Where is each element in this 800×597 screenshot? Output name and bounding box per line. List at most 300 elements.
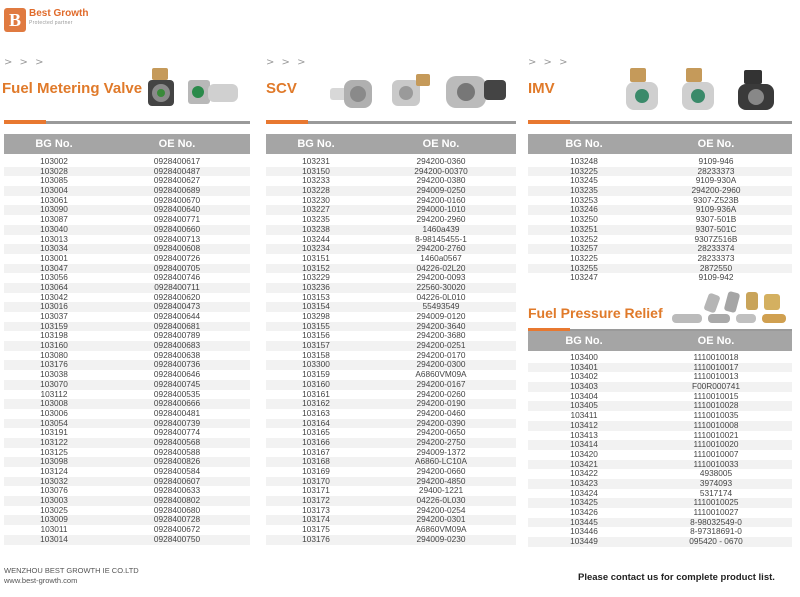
oe-number-cell: 1460a0567 [420,252,462,263]
oe-number-cell: 0928400588 [153,446,201,457]
oe-number-cell: 1110010007 [693,448,739,459]
bg-number-cell: 103038 [40,369,68,380]
oe-number-cell: 9307-Z523B [693,194,739,205]
oe-number-cell: 294200-0093 [416,272,466,283]
oe-number-cell: 8-97318691-0 [690,526,742,537]
oe-number-cell: 28233373 [697,252,735,263]
bg-number-cell: 103235 [570,185,598,196]
bg-number-cell: 103061 [40,194,68,205]
scv-title: SCV [266,80,297,97]
oe-number-cell: 8-98145455-1 [415,233,467,244]
oe-number-cell: 1110010017 [693,361,739,372]
oe-number-cell: 0928400750 [153,533,201,544]
bg-number-cell: 103163 [302,407,330,418]
bg-number-cell: 103230 [302,194,330,205]
bg-number-cell: 103014 [40,533,68,544]
scv-table-header [266,134,516,154]
bg-number-cell: 103124 [40,466,68,476]
bg-number-cell: 103245 [570,175,598,186]
bg-number-cell: 103152 [302,262,330,273]
oe-number-cell: 0928400771 [153,214,201,225]
fmv-divider [46,121,250,124]
bg-number-cell: 103257 [570,243,598,254]
bg-number-cell: 103166 [302,436,330,447]
bg-number-cell: 103032 [40,475,68,486]
bg-number-cell: 103090 [40,204,68,215]
oe-number-cell: 55493549 [422,301,460,312]
imv-table-header [528,134,792,154]
bg-number-cell: 103054 [40,417,68,428]
oe-number-cell: 0928400713 [153,233,201,244]
bg-number-cell: 103421 [570,458,598,469]
oe-number-cell: 1110010008 [693,419,739,430]
table-row [266,535,516,545]
oe-number-cell: 9307-501B [695,214,737,225]
fpr-col-bg: BG No. [565,335,603,347]
oe-number-cell: 0928400683 [153,340,201,351]
scv-divider [308,121,516,124]
bg-number-cell: 103411 [570,410,598,421]
oe-number-cell: 1110010018 [693,352,739,362]
bg-number-cell: 103004 [40,185,68,196]
bg-number-cell: 103167 [302,446,330,457]
fpr-table-body [528,353,792,547]
oe-number-cell: 294200-0380 [416,175,466,186]
oe-number-cell: 294200-0360 [416,156,466,166]
bg-number-cell: 103008 [40,398,68,409]
bg-number-cell: 103235 [302,214,330,225]
oe-number-cell: 22560-30020 [416,281,466,292]
scv-image [326,66,516,116]
oe-number-cell: 5317174 [699,487,733,498]
oe-number-cell: 294200-0300 [416,359,466,370]
fuel-metering-valve-image [138,60,246,118]
oe-number-cell: 0928400728 [153,514,201,525]
oe-number-cell: 9109-930A [695,175,737,186]
oe-number-cell: 29400-1221 [418,485,464,496]
bg-number-cell: 103153 [302,291,330,302]
bg-number-cell: 103191 [40,427,68,438]
oe-number-cell: 1460a439 [422,223,460,234]
oe-number-cell: 0928400617 [153,156,201,166]
bg-number-cell: 103011 [40,524,68,535]
section-arrows: > > > [4,57,46,68]
oe-number-cell: 1110010015 [693,390,739,401]
logo-mark: B [4,8,26,32]
table-row [528,363,792,373]
oe-number-cell: 0928400666 [153,398,201,409]
oe-number-cell: 9307Z516B [694,233,738,244]
table-row [528,157,792,167]
oe-number-cell: 0928400681 [153,320,201,331]
oe-number-cell: 1110010028 [693,400,739,411]
bg-number-cell: 103154 [302,301,330,312]
bg-number-cell: 103251 [570,223,598,234]
oe-number-cell: 294000-1010 [416,204,466,215]
oe-number-cell: 4938005 [699,468,733,479]
bg-number-cell: 103175 [302,524,330,535]
oe-number-cell: 0928400638 [153,349,201,360]
fuel-pressure-relief-image [666,290,794,330]
oe-number-cell: 0928400633 [153,485,201,496]
bg-number-cell: 103151 [302,252,330,263]
scv-table-body [266,157,516,545]
oe-number-cell: 1110010035 [693,410,739,421]
oe-number-cell: 0928400644 [153,311,201,321]
oe-number-cell: 294200-00370 [414,165,468,176]
table-row [528,450,792,460]
bg-number-cell: 103400 [570,352,598,362]
bg-number-cell: 103255 [570,262,598,273]
bg-number-cell: 103042 [40,291,68,302]
bg-number-cell: 103164 [302,417,330,428]
table-row [4,535,250,545]
bg-number-cell: 103248 [570,156,598,166]
oe-number-cell: 095420 - 0670 [689,536,743,547]
bg-number-cell: 103228 [302,185,330,196]
bg-number-cell: 103158 [302,349,330,360]
oe-number-cell: 28233373 [697,165,735,176]
brand-logo [4,8,88,38]
bg-number-cell: 103156 [302,330,330,341]
bg-number-cell: 103405 [570,400,598,411]
bg-number-cell: 103422 [570,468,598,479]
oe-number-cell: 0928400711 [154,281,200,292]
bg-number-cell: 103001 [40,252,68,263]
table-row [528,225,792,235]
oe-number-cell: 0928400739 [153,417,201,428]
bg-number-cell: 103080 [40,349,68,360]
bg-number-cell: 103165 [302,427,330,438]
bg-number-cell: 103047 [40,262,68,273]
table-row [528,431,792,441]
scv-col-oe: OE No. [422,138,460,150]
bg-number-cell: 103412 [570,419,598,430]
table-row [528,372,792,382]
oe-number-cell: 0928400745 [153,378,201,389]
bg-number-cell: 103176 [40,359,68,370]
table-row [528,518,792,528]
bg-number-cell: 103064 [40,281,68,292]
oe-number-cell: 0928400481 [153,407,201,418]
oe-number-cell: 294200-3640 [416,320,466,331]
bg-number-cell: 103403 [570,381,598,392]
bg-number-cell: 103402 [570,371,598,382]
fpr-col-oe: OE No. [697,335,735,347]
oe-number-cell: 04226-0L010 [416,291,466,302]
bg-number-cell: 103198 [40,330,68,341]
oe-number-cell: 1110010027 [693,507,739,517]
brand-name: Best Growth [29,8,89,19]
oe-number-cell: 0928400620 [153,291,201,302]
footer-website: www.best-growth.com [4,576,78,585]
bg-number-cell: 103025 [40,504,68,515]
bg-number-cell: 103173 [302,504,330,515]
oe-number-cell: 3974093 [699,477,733,488]
scv-accent-bar [266,120,308,124]
bg-number-cell: 103070 [40,378,68,389]
oe-number-cell: 294200-2960 [416,214,466,225]
imv-divider [570,121,792,124]
bg-number-cell: 103423 [570,477,598,488]
bg-number-cell: 103162 [302,398,330,409]
table-row [528,186,792,196]
oe-number-cell: 294200-2750 [416,436,466,447]
oe-number-cell: 0928400689 [153,185,201,196]
bg-number-cell: 103169 [302,466,330,476]
bg-number-cell: 103404 [570,390,598,401]
bg-number-cell: 103244 [302,233,330,244]
bg-number-cell: 103176 [302,533,330,544]
fmv-col-oe: OE No. [158,138,196,150]
oe-number-cell: 1110010020 [693,439,739,450]
oe-number-cell: 0928400607 [153,475,201,486]
oe-number-cell: 0928400672 [153,524,201,535]
imv-accent-bar [528,120,570,124]
oe-number-cell: 0928400487 [153,165,201,176]
fmv-accent-bar [4,120,46,124]
bg-number-cell: 103236 [302,281,330,292]
bg-number-cell: 103250 [570,214,598,225]
bg-number-cell: 103238 [302,223,330,234]
oe-number-cell: 0928400660 [153,223,201,234]
table-row [528,382,792,392]
fmv-col-bg: BG No. [35,138,73,150]
table-row [528,244,792,254]
oe-number-cell: 0928400627 [153,175,201,186]
oe-number-cell: 0928400584 [153,466,201,476]
oe-number-cell: 294009-0120 [416,311,466,321]
oe-number-cell: A6860VM09A [415,524,467,535]
bg-number-cell: 103098 [40,456,68,467]
oe-number-cell: 0928400608 [153,243,201,254]
oe-number-cell: 9307-501C [695,223,737,234]
table-row [528,401,792,411]
bg-number-cell: 103424 [570,487,598,498]
oe-number-cell: 294200-0254 [416,504,466,515]
table-row [528,254,792,264]
bg-number-cell: 103425 [570,497,598,508]
bg-number-cell: 103161 [302,388,330,399]
oe-number-cell: 0928400473 [153,301,201,312]
bg-number-cell: 103446 [570,526,598,537]
oe-number-cell: 0928400774 [153,427,201,438]
bg-number-cell: 103234 [302,243,330,254]
oe-number-cell: 9109-936A [695,204,737,215]
bg-number-cell: 103056 [40,272,68,283]
oe-number-cell: 294200-3680 [416,330,466,341]
oe-number-cell: 0928400568 [153,436,201,447]
imv-image [620,62,792,116]
bg-number-cell: 103085 [40,175,68,186]
table-row [528,440,792,450]
table-row [528,489,792,499]
bg-number-cell: 103252 [570,233,598,244]
fpr-table-header [528,331,792,351]
bg-number-cell: 103246 [570,204,598,215]
bg-number-cell: 103157 [302,340,330,351]
oe-number-cell: 0928400746 [153,272,201,283]
oe-number-cell: 0928400535 [153,388,201,399]
bg-number-cell: 103009 [40,514,68,525]
oe-number-cell: 294200-0167 [416,378,466,389]
oe-number-cell: 0928400736 [153,359,201,370]
table-row [528,196,792,206]
oe-number-cell: 294200-2760 [416,243,466,254]
table-row [528,273,792,283]
table-row [528,353,792,363]
bg-number-cell: 103002 [40,156,68,166]
oe-number-cell: 1110010025 [693,497,739,508]
oe-number-cell: 0928400726 [153,252,201,263]
table-row [528,205,792,215]
bg-number-cell: 103225 [570,252,598,263]
oe-number-cell: 04226-02L20 [416,262,466,273]
bg-number-cell: 103006 [40,407,68,418]
oe-number-cell: 0928400670 [153,194,201,205]
bg-number-cell: 103028 [40,165,68,176]
bg-number-cell: 103034 [40,243,68,254]
bg-number-cell: 103174 [302,514,330,525]
oe-number-cell: A6860VM09A [415,369,467,380]
oe-number-cell: 294200-0460 [416,407,466,418]
oe-number-cell: 294200-0301 [416,514,466,525]
bg-number-cell: 103170 [302,475,330,486]
oe-number-cell: 294200-2960 [691,185,741,196]
oe-number-cell: 294200-0160 [416,194,466,205]
bg-number-cell: 103172 [302,495,330,506]
bg-number-cell: 103160 [302,378,330,389]
table-row [528,392,792,402]
table-row [528,527,792,537]
oe-number-cell: F00R000741 [692,381,740,392]
brand-tagline: Protected partner [29,20,73,26]
bg-number-cell: 103159 [40,320,68,331]
bg-number-cell: 103076 [40,485,68,496]
fmv-table-header [4,134,250,154]
oe-number-cell: 1110010013 [693,371,739,382]
bg-number-cell: 103159 [302,369,330,380]
table-row [528,469,792,479]
imv-col-bg: BG No. [565,138,603,150]
bg-number-cell: 103112 [40,388,68,399]
bg-number-cell: 103155 [302,320,330,331]
oe-number-cell: 1110010033 [693,458,739,469]
bg-number-cell: 103160 [40,340,68,351]
oe-number-cell: 0928400640 [153,204,201,215]
oe-number-cell: 1110010021 [693,429,739,440]
bg-number-cell: 103171 [302,485,330,496]
bg-number-cell: 103300 [302,359,330,370]
bg-number-cell: 103037 [40,311,68,321]
table-row [528,176,792,186]
table-row [528,264,792,274]
oe-number-cell: 294009-0230 [416,533,466,544]
oe-number-cell: 294009-1372 [416,446,466,457]
bg-number-cell: 103420 [570,448,598,459]
bg-number-cell: 103150 [302,165,330,176]
table-row [528,411,792,421]
bg-number-cell: 103414 [570,439,598,450]
oe-number-cell: 28233374 [697,243,735,254]
bg-number-cell: 103445 [570,516,598,527]
oe-number-cell: 9109-946 [698,156,734,166]
bg-number-cell: 103016 [40,301,68,312]
table-row [528,479,792,489]
bg-number-cell: 103040 [40,223,68,234]
section-arrows: > > > [266,57,308,68]
table-row [528,167,792,177]
bg-number-cell: 103125 [40,446,68,457]
table-row [528,508,792,518]
bg-number-cell: 103013 [40,233,68,244]
bg-number-cell: 103231 [302,156,330,166]
table-row [528,498,792,508]
oe-number-cell: A6860-LC10A [414,456,468,467]
oe-number-cell: 0928400826 [153,456,201,467]
oe-number-cell: 0928400646 [153,369,201,380]
footer-company: WENZHOU BEST GROWTH IE CO.LTD [4,566,139,575]
footer-contact-note: Please contact us for complete product list. [578,572,775,583]
bg-number-cell: 103233 [302,175,330,186]
oe-number-cell: 2872550 [699,262,733,273]
bg-number-cell: 103298 [302,311,330,321]
table-row [528,421,792,431]
oe-number-cell: 294009-0250 [416,185,466,196]
bg-number-cell: 103229 [302,272,330,283]
oe-number-cell: 0928400705 [153,262,201,273]
table-row [528,235,792,245]
scv-col-bg: BG No. [297,138,335,150]
oe-number-cell: 294200-0260 [416,388,466,399]
fmv-title: Fuel Metering Valve [2,80,143,97]
oe-number-cell: 294200-4850 [416,475,466,486]
bg-number-cell: 103003 [40,495,68,506]
imv-title: IMV [528,80,555,97]
oe-number-cell: 0928400789 [153,330,201,341]
bg-number-cell: 103253 [570,194,598,205]
bg-number-cell: 103087 [40,214,68,225]
table-row [528,215,792,225]
bg-number-cell: 103449 [570,536,598,547]
fmv-table-body [4,157,250,545]
table-row [528,460,792,470]
oe-number-cell: 294200-0190 [416,398,466,409]
oe-number-cell: 294200-0170 [416,349,466,360]
section-arrows: > > > [528,57,570,68]
imv-col-oe: OE No. [697,138,735,150]
bg-number-cell: 103168 [302,456,330,467]
oe-number-cell: 9109-942 [698,272,734,283]
oe-number-cell: 04226-0L030 [416,495,466,506]
table-row [528,537,792,547]
bg-number-cell: 103225 [570,165,598,176]
oe-number-cell: 294200-0390 [416,417,466,428]
bg-number-cell: 103426 [570,507,598,517]
bg-number-cell: 103401 [570,361,598,372]
fpr-title: Fuel Pressure Relief [528,305,663,321]
bg-number-cell: 103247 [570,272,598,283]
oe-number-cell: 0928400680 [153,504,201,515]
oe-number-cell: 0928400802 [153,495,201,506]
oe-number-cell: 294200-0660 [416,466,466,476]
bg-number-cell: 103122 [40,436,68,447]
oe-number-cell: 294200-0650 [416,427,466,438]
bg-number-cell: 103413 [570,429,598,440]
oe-number-cell: 8-98032549-0 [690,516,742,527]
oe-number-cell: 294200-0251 [416,340,466,351]
imv-table-body [528,157,792,283]
